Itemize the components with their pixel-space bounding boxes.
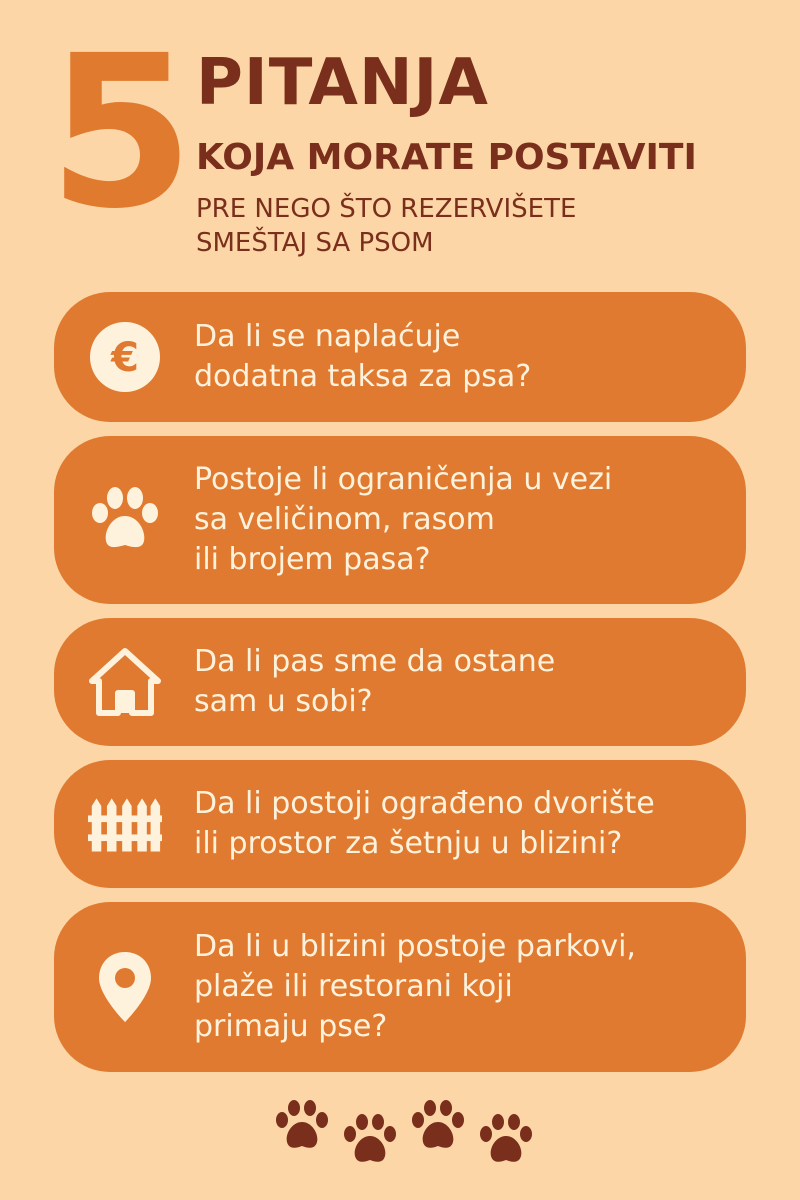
paw-icon [276, 1100, 328, 1148]
question-line: ili brojem pasa? [194, 542, 431, 577]
question-card-restrictions [54, 436, 746, 604]
page-title: PITANJA [196, 46, 489, 120]
question-line: Da li postoji ograđeno dvorište [194, 786, 655, 821]
question-text [194, 927, 726, 1047]
question-card-nearby [54, 902, 746, 1072]
house-icon [88, 645, 162, 719]
question-card-alone [54, 618, 746, 746]
question-text [194, 460, 726, 580]
question-text [194, 642, 726, 722]
question-line: primaju pse? [194, 1009, 388, 1044]
paw-icon [480, 1114, 532, 1162]
big-number: 5 [48, 10, 191, 255]
question-line: Da li se naplaćuje [194, 319, 461, 354]
question-line: Da li pas sme da ostane [194, 644, 556, 679]
tagline-line-1: PRE NEGO ŠTO REZERVIŠETE [196, 194, 577, 224]
svg-text:€: € [111, 335, 139, 381]
paw-icon [344, 1114, 396, 1162]
paw-icon [412, 1100, 464, 1148]
question-card-fee [54, 292, 746, 422]
location-pin-icon [88, 950, 162, 1024]
question-text [194, 317, 726, 397]
question-line: dodatna taksa za psa? [194, 359, 532, 394]
question-line: ili prostor za šetnju u blizini? [194, 826, 623, 861]
header [0, 0, 800, 290]
question-text [194, 784, 726, 864]
euro-icon [88, 320, 162, 394]
tagline-line-2: SMEŠTAJ SA PSOM [196, 228, 434, 258]
page-tagline [196, 192, 756, 260]
question-card-yard [54, 760, 746, 888]
question-line: Da li u blizini postoje parkovi, [194, 929, 636, 964]
question-line: sam u sobi? [194, 684, 373, 719]
footer-paws [0, 1100, 800, 1180]
question-line: Postoje li ograničenja u vezi [194, 462, 613, 497]
page-subtitle: KOJA MORATE POSTAVITI [196, 137, 697, 178]
question-line: plaže ili restorani koji [194, 969, 513, 1004]
question-line: sa veličinom, rasom [194, 502, 495, 537]
paw-icon [88, 483, 162, 557]
fence-icon [88, 787, 162, 861]
